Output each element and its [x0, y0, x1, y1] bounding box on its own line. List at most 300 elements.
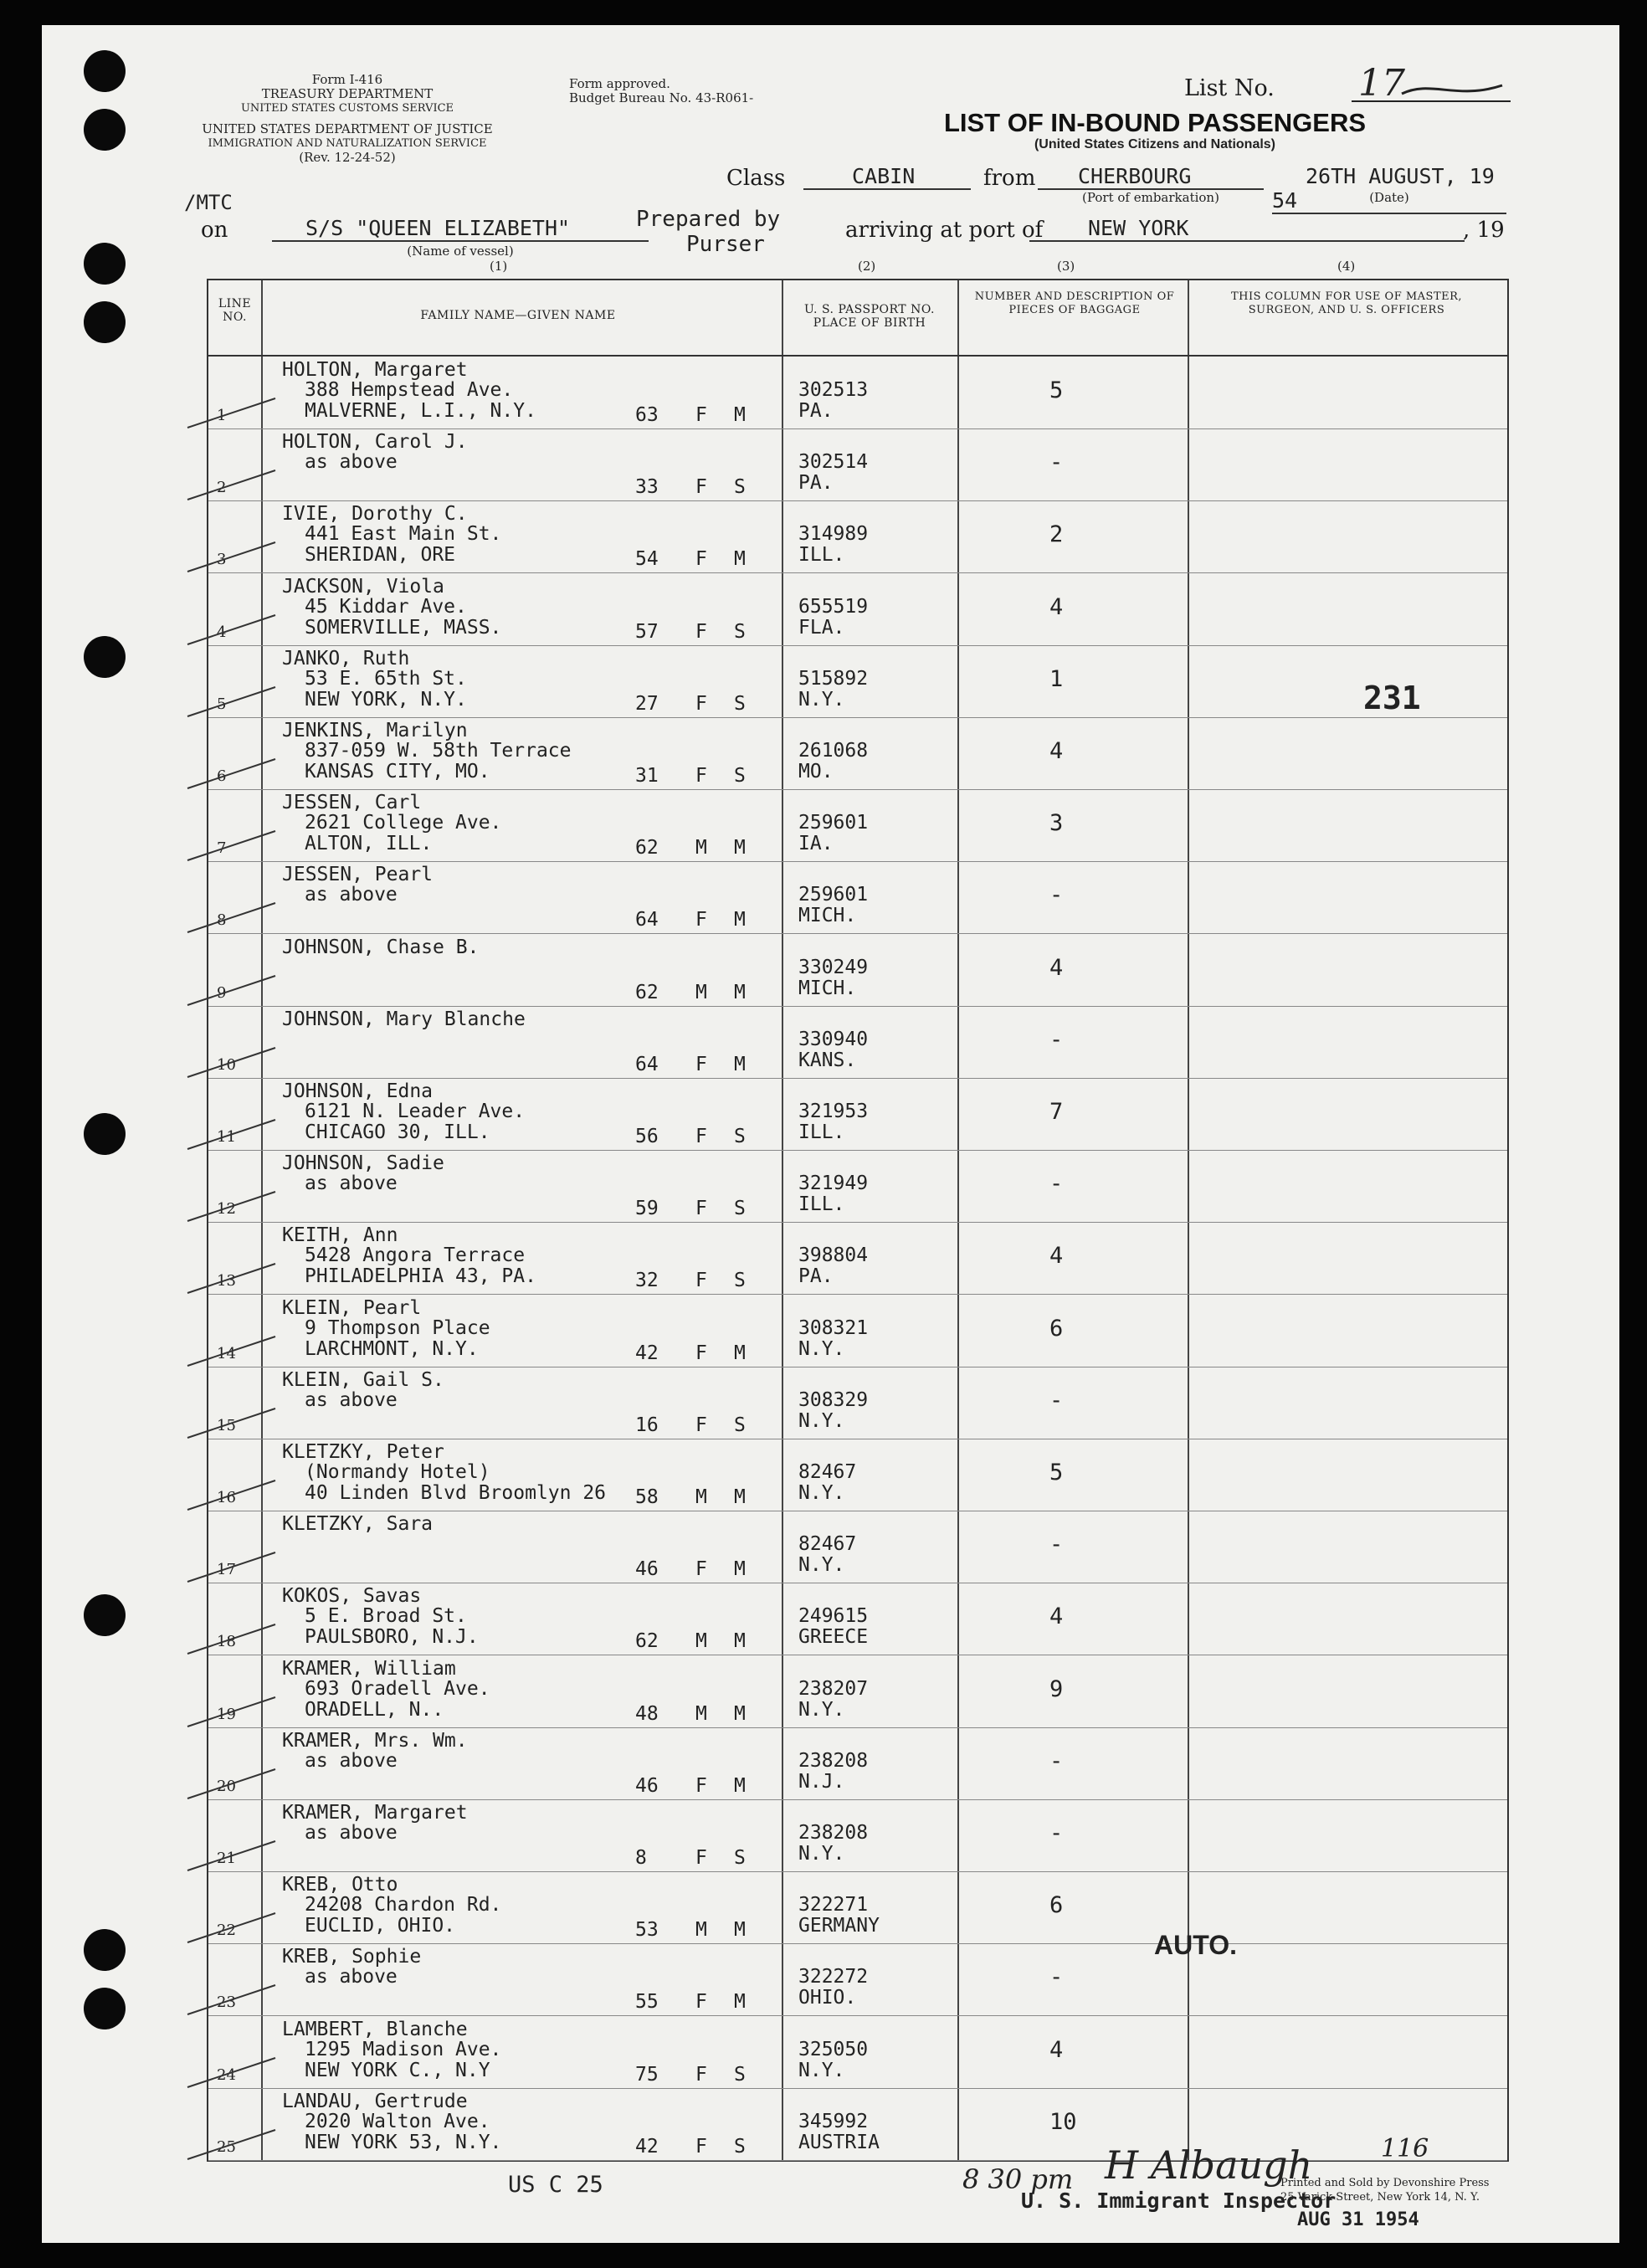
row-sex: F [695, 1414, 707, 1436]
port-embarkation-label: (Port of embarkation) [1082, 190, 1219, 205]
row-baggage: - [1049, 1387, 1064, 1414]
row-city: NEW YORK C., N.Y [305, 2059, 490, 2081]
row-age: 33 [635, 476, 659, 499]
row-age: 54 [635, 548, 659, 571]
row-age: 57 [635, 620, 659, 643]
row-line-number: 7 [217, 839, 227, 858]
row-name: JACKSON, Viola [282, 575, 444, 598]
check-mark [183, 382, 284, 432]
row-sex: F [695, 1270, 707, 1292]
row-age: 8 [635, 1847, 647, 1869]
row-city: 40 Linden Blvd Broomlyn 26 [305, 1482, 607, 1504]
row-sex: F [695, 1991, 707, 2014]
row-sex: M [695, 981, 707, 1003]
row-place-of-birth: GREECE [798, 1626, 869, 1649]
dept-line-2: UNITED STATES CUSTOMS SERVICE [240, 102, 454, 115]
row-name: JOHNSON, Edna [282, 1080, 434, 1102]
table-row [208, 645, 1507, 718]
row-passport-no: 82467 [798, 1461, 857, 1483]
row-marital-status: M [734, 404, 746, 426]
binder-hole [84, 1594, 126, 1636]
row-place-of-birth: N.Y. [798, 1843, 845, 1865]
row-address: as above [305, 451, 398, 474]
inspector-signature: H Albaugh [1105, 2142, 1313, 2188]
table-row [208, 573, 1507, 646]
check-mark [183, 1968, 284, 2019]
row-line-number: 1 [217, 407, 227, 424]
row-baggage: - [1049, 449, 1064, 476]
row-passport-no: 308321 [798, 1316, 869, 1339]
row-passport-no: 321953 [798, 1101, 869, 1122]
row-name: KOKOS, Savas [282, 1585, 422, 1608]
row-marital-status: S [734, 1198, 746, 1220]
row-address: 837-059 W. 58th Terrace [305, 740, 572, 762]
row-age: 46 [635, 1774, 659, 1797]
row-sex: F [695, 1342, 707, 1364]
row-address: 441 East Main St. [305, 523, 502, 546]
row-baggage: 9 [1049, 1675, 1064, 1702]
row-marital-status: M [734, 548, 746, 571]
row-address: as above [305, 884, 398, 906]
row-place-of-birth: KANS. [798, 1049, 857, 1071]
row-name: KREB, Otto [282, 1874, 398, 1896]
row-address: 5 E. Broad St. [305, 1605, 467, 1628]
row-line-number: 21 [217, 1850, 236, 1867]
row-place-of-birth: MICH. [798, 905, 857, 927]
row-place-of-birth: N.Y. [798, 1698, 845, 1721]
row-name: KLEIN, Gail S. [282, 1368, 444, 1391]
dept-line-4: IMMIGRATION AND NATURALIZATION SERVICE [208, 137, 487, 150]
row-place-of-birth: N.Y. [798, 688, 845, 711]
class-value: CABIN [803, 164, 971, 190]
table-row [208, 428, 1507, 501]
purser: Purser [686, 232, 765, 257]
row-place-of-birth: PA. [798, 472, 834, 495]
col-num-4: (4) [1337, 259, 1356, 274]
row-place-of-birth: GERMANY [798, 1915, 880, 1937]
row-line-number: 14 [217, 1344, 236, 1362]
row-place-of-birth: N.J. [798, 1770, 845, 1793]
check-mark [183, 1608, 284, 1658]
row-passport-no: 308329 [798, 1388, 869, 1411]
row-line-number: 5 [217, 695, 227, 713]
check-mark [183, 1320, 284, 1370]
row-passport-no: 238207 [798, 1677, 869, 1700]
row-age: 55 [635, 1991, 659, 2014]
row-age: 56 [635, 1126, 659, 1147]
check-mark [183, 1464, 284, 1514]
row-sex: F [695, 1126, 707, 1147]
row-name: LANDAU, Gertrude [282, 2090, 468, 2112]
check-mark [183, 1103, 284, 1153]
from-label: from [983, 166, 1036, 191]
row-sex: F [695, 1847, 707, 1869]
row-age: 62 [635, 837, 659, 859]
row-age: 75 [635, 2063, 659, 2086]
row-baggage: - [1049, 882, 1064, 909]
table-row [208, 1943, 1507, 2016]
row-place-of-birth: MICH. [798, 977, 857, 999]
row-place-of-birth: AUSTRIA [798, 2131, 880, 2153]
row-marital-status: S [734, 1126, 746, 1147]
row-name: IVIE, Dorothy C. [282, 503, 468, 526]
row-passport-no: 261068 [798, 740, 869, 762]
row-name: LAMBERT, Blanche [282, 2018, 468, 2040]
row-passport-no: 249615 [798, 1605, 869, 1628]
row-marital-status: M [734, 1630, 746, 1653]
row-passport-no: 398804 [798, 1244, 869, 1267]
row-marital-status: M [734, 1053, 746, 1075]
row-passport-no: 321949 [798, 1172, 869, 1195]
stamp-date: AUG 31 1954 [1297, 2209, 1419, 2230]
row-sex: F [695, 765, 707, 787]
row-marital-status: S [734, 2135, 746, 2158]
row-address: 2621 College Ave. [305, 812, 502, 834]
row-passport-no: 302513 [798, 379, 869, 401]
row-passport-no: 325050 [798, 2038, 869, 2060]
table-row [208, 1439, 1507, 1511]
table-row [208, 1583, 1507, 1655]
table-row [208, 1655, 1507, 1728]
prepared-by: Prepared by [636, 207, 781, 232]
row-marital-status: M [734, 1702, 746, 1725]
row-age: 16 [635, 1414, 659, 1436]
row-age: 42 [635, 1342, 659, 1364]
row-baggage: 4 [1049, 738, 1064, 764]
row-line-number: 23 [217, 1993, 236, 2012]
row-place-of-birth: OHIO. [798, 1987, 857, 2009]
row-marital-status: M [734, 1991, 746, 2014]
row-age: 64 [635, 909, 659, 931]
row-sex: F [695, 476, 707, 499]
row-address: 693 Oradell Ave. [305, 1677, 490, 1700]
table-row [208, 1006, 1507, 1079]
mtc-mark: /MTC [184, 191, 233, 214]
row-passport-no: 259601 [798, 812, 869, 834]
row-line-number: 17 [217, 1561, 236, 1579]
col-num-3: (3) [1057, 259, 1075, 274]
row-age: 32 [635, 1270, 659, 1292]
table-row [208, 789, 1507, 862]
row-marital-status: M [734, 837, 746, 859]
row-line-number: 10 [217, 1055, 236, 1074]
row-passport-no: 515892 [798, 667, 869, 690]
from-value: CHERBOURG [1038, 164, 1264, 190]
row-marital-status: S [734, 765, 746, 787]
binder-hole [84, 109, 126, 151]
footer-code: US C 25 [508, 2172, 603, 2198]
row-name: HOLTON, Margaret [282, 359, 468, 381]
row-baggage: 4 [1049, 954, 1064, 981]
row-place-of-birth: N.Y. [798, 2059, 845, 2081]
row-passport-no: 655519 [798, 595, 869, 618]
table-row [208, 934, 1507, 1007]
printer-line-1: Printed and Sold by Devonshire Press [1280, 2177, 1490, 2189]
row-sex: F [695, 1558, 707, 1581]
row-baggage: 1 [1049, 665, 1064, 692]
check-mark [183, 1896, 284, 1947]
table-row [208, 717, 1507, 790]
check-mark [183, 814, 284, 865]
binder-hole [84, 301, 126, 343]
check-mark [183, 1175, 284, 1225]
check-mark [183, 959, 284, 1009]
row-line-number: 24 [217, 2065, 236, 2084]
row-passport-no: 314989 [798, 523, 869, 546]
date-value: 26TH AUGUST, 19 54 [1272, 164, 1506, 214]
row-passport-no: 345992 [798, 2110, 869, 2132]
row-baggage: - [1049, 1747, 1064, 1774]
row-passport-no: 259601 [798, 884, 869, 906]
table-row [208, 1871, 1507, 1944]
row-marital-status: M [734, 981, 746, 1003]
check-mark [183, 598, 284, 649]
inspector-label: U. S. Immigrant Inspector [1021, 2188, 1337, 2213]
row-place-of-birth: PA. [798, 1265, 834, 1288]
vessel-value: S/S "QUEEN ELIZABETH" [272, 216, 649, 242]
row-marital-status: M [734, 909, 746, 931]
row-city: LARCHMONT, N.Y. [305, 1337, 479, 1360]
officer-note: 231 [1363, 680, 1421, 716]
table-row [208, 1295, 1507, 1367]
row-place-of-birth: PA. [798, 400, 834, 422]
row-passport-no: 322271 [798, 1894, 869, 1917]
row-baggage: - [1049, 1171, 1064, 1198]
row-line-number: 22 [217, 1922, 236, 1940]
row-sex: F [695, 692, 707, 715]
budget-bureau: Budget Bureau No. 43-R061- [569, 90, 754, 105]
row-address: 1295 Madison Ave. [305, 2038, 502, 2060]
row-age: 31 [635, 765, 659, 787]
check-mark [183, 1680, 284, 1731]
form-approved: Form approved. [569, 76, 670, 91]
table-row [208, 1078, 1507, 1151]
row-sex: F [695, 2135, 707, 2158]
row-baggage: 4 [1049, 593, 1064, 620]
printer-line-2: 25 Varick Street, New York 14, N. Y. [1280, 2191, 1480, 2204]
row-line-number: 11 [217, 1128, 236, 1146]
row-place-of-birth: FLA. [798, 616, 845, 639]
row-name: KRAMER, Margaret [282, 1802, 468, 1824]
check-mark [183, 2113, 284, 2163]
row-passport-no: 302514 [798, 451, 869, 474]
row-name: JOHNSON, Mary Blanche [282, 1008, 526, 1030]
row-baggage: 10 [1049, 2108, 1077, 2135]
row-sex: F [695, 1774, 707, 1797]
row-city: NEW YORK 53, N.Y. [305, 2131, 502, 2153]
row-baggage: 5 [1049, 1460, 1064, 1485]
binder-hole [84, 1988, 126, 2029]
row-marital-status: M [734, 1558, 746, 1581]
row-line-number: 12 [217, 1200, 236, 1219]
row-city: KANSAS CITY, MO. [305, 761, 490, 783]
row-sex: M [695, 1919, 707, 1942]
row-name: KRAMER, Mrs. Wm. [282, 1729, 468, 1752]
binder-hole [84, 636, 126, 678]
auto-note: AUTO. [1154, 1930, 1237, 1960]
header-name: FAMILY NAME—GIVEN NAME [420, 309, 616, 322]
vessel-label: (Name of vessel) [407, 244, 514, 259]
row-passport-no: 238208 [798, 1749, 869, 1772]
table-row [208, 861, 1507, 934]
row-city: ORADELL, N.. [305, 1698, 444, 1721]
row-address: (Normandy Hotel) [305, 1461, 490, 1483]
check-mark [183, 670, 284, 721]
table-row [208, 2016, 1507, 2089]
row-line-number: 13 [217, 1272, 236, 1291]
check-mark [183, 886, 284, 936]
row-address: 6121 N. Leader Ave. [305, 1101, 526, 1122]
row-name: KLETZKY, Peter [282, 1441, 444, 1463]
row-place-of-birth: ILL. [798, 544, 845, 567]
row-baggage: 7 [1049, 1099, 1064, 1125]
row-place-of-birth: N.Y. [798, 1482, 845, 1504]
row-age: 63 [635, 404, 659, 426]
row-passport-no: 330940 [798, 1028, 869, 1050]
row-line-number: 18 [217, 1633, 236, 1651]
row-sex: M [695, 1630, 707, 1653]
row-city: PHILADELPHIA 43, PA. [305, 1265, 536, 1288]
row-city: PAULSBORO, N.J. [305, 1626, 479, 1649]
row-city: CHICAGO 30, ILL. [305, 1121, 490, 1143]
row-address: 24208 Chardon Rd. [305, 1894, 502, 1917]
row-marital-status: M [734, 1342, 746, 1364]
row-name: JESSEN, Pearl [282, 864, 434, 886]
row-line-number: 4 [217, 623, 227, 641]
arriving-label: arriving at port of [845, 218, 1044, 243]
table-row [208, 500, 1507, 573]
row-passport-no: 322272 [798, 1966, 869, 1988]
row-age: 27 [635, 692, 659, 715]
row-marital-status: S [734, 476, 746, 499]
row-baggage: - [1049, 1964, 1064, 1991]
row-name: KLEIN, Pearl [282, 1296, 422, 1319]
row-place-of-birth: MO. [798, 761, 834, 783]
check-mark [183, 1247, 284, 1297]
row-marital-status: S [734, 1414, 746, 1436]
table-row [208, 1150, 1507, 1223]
row-address: 45 Kiddar Ave. [305, 595, 467, 618]
row-baggage: 4 [1049, 1243, 1064, 1270]
row-age: 42 [635, 2135, 659, 2158]
row-line-number: 25 [217, 2137, 236, 2156]
list-no-field [1352, 62, 1511, 105]
document-page [42, 25, 1619, 2243]
row-place-of-birth: N.Y. [798, 1554, 845, 1577]
row-line-number: 9 [217, 983, 227, 1002]
row-age: 64 [635, 1053, 659, 1075]
row-sex: M [695, 837, 707, 859]
row-passport-no: 238208 [798, 1822, 869, 1844]
date-label: (Date) [1369, 190, 1409, 205]
row-address: 53 E. 65th St. [305, 667, 467, 690]
row-line-number: 3 [217, 551, 227, 569]
row-line-number: 19 [217, 1705, 236, 1723]
row-place-of-birth: ILL. [798, 1193, 845, 1216]
row-address: as above [305, 1172, 398, 1195]
header-officers: THIS COLUMN FOR USE OF MASTER, SURGEON, AND U. S. OFFICERS [1230, 290, 1463, 316]
row-city: MALVERNE, L.I., N.Y. [305, 400, 536, 422]
dept-line-3: UNITED STATES DEPARTMENT OF JUSTICE [202, 121, 493, 136]
passenger-table [207, 279, 1509, 2162]
row-sex: F [695, 1198, 707, 1220]
row-baggage: - [1049, 1532, 1064, 1558]
binder-hole [84, 50, 126, 92]
row-age: 62 [635, 981, 659, 1003]
row-age: 46 [635, 1558, 659, 1581]
check-mark [183, 1752, 284, 1803]
row-sex: F [695, 620, 707, 643]
class-label: Class [726, 166, 786, 191]
check-mark [183, 1392, 284, 1442]
row-name: KLETZKY, Sara [282, 1513, 434, 1536]
row-name: JANKO, Ruth [282, 647, 410, 670]
row-line-number: 16 [217, 1489, 236, 1506]
row-address: as above [305, 1388, 398, 1411]
check-mark [183, 526, 284, 576]
row-name: JOHNSON, Chase B. [282, 936, 480, 958]
row-line-number: 15 [217, 1416, 236, 1434]
table-row [208, 1511, 1507, 1583]
row-name: JENKINS, Marilyn [282, 720, 468, 741]
row-city: NEW YORK, N.Y. [305, 688, 467, 711]
row-baggage: - [1049, 1026, 1064, 1053]
row-address: as above [305, 1966, 398, 1988]
row-marital-status: M [734, 1774, 746, 1797]
col-num-2: (2) [858, 259, 876, 274]
check-mark [183, 1536, 284, 1586]
row-city: EUCLID, OHIO. [305, 1915, 456, 1937]
row-place-of-birth: ILL. [798, 1121, 845, 1143]
table-row [208, 1799, 1507, 1872]
header-baggage: NUMBER AND DESCRIPTION OF PIECES OF BAGGAGE [974, 290, 1175, 316]
scribble-mark [1398, 75, 1506, 100]
row-address: as above [305, 1749, 398, 1772]
form-revision: (Rev. 12-24-52) [299, 150, 396, 165]
row-address: 2020 Walton Ave. [305, 2110, 490, 2132]
row-marital-status: M [734, 1486, 746, 1508]
row-place-of-birth: N.Y. [798, 1337, 845, 1360]
row-age: 59 [635, 1198, 659, 1220]
row-marital-status: S [734, 692, 746, 715]
row-passport-no: 330249 [798, 956, 869, 978]
table-row [208, 1367, 1507, 1439]
row-baggage: 5 [1049, 377, 1064, 403]
row-address: 9 Thompson Place [305, 1316, 490, 1339]
row-baggage: 2 [1049, 521, 1064, 548]
row-marital-status: S [734, 2063, 746, 2086]
row-age: 62 [635, 1630, 659, 1653]
row-name: KEITH, Ann [282, 1224, 398, 1247]
row-sex: M [695, 1702, 707, 1725]
on-label: on [201, 218, 228, 243]
row-city: SOMERVILLE, MASS. [305, 616, 502, 639]
row-city: SHERIDAN, ORE [305, 544, 456, 567]
check-mark [183, 2041, 284, 2091]
row-city: ALTON, ILL. [305, 833, 433, 855]
row-marital-status: S [734, 1847, 746, 1869]
row-address: 388 Hempstead Ave. [305, 379, 514, 401]
list-no-value: 17 [1358, 62, 1405, 105]
row-place-of-birth: IA. [798, 833, 834, 855]
table-row [208, 1222, 1507, 1295]
check-mark [183, 742, 284, 793]
table-row [208, 357, 1507, 429]
row-sex: M [695, 1486, 707, 1508]
binder-hole [84, 1929, 126, 1971]
binder-hole [84, 1113, 126, 1155]
row-age: 58 [635, 1486, 659, 1508]
